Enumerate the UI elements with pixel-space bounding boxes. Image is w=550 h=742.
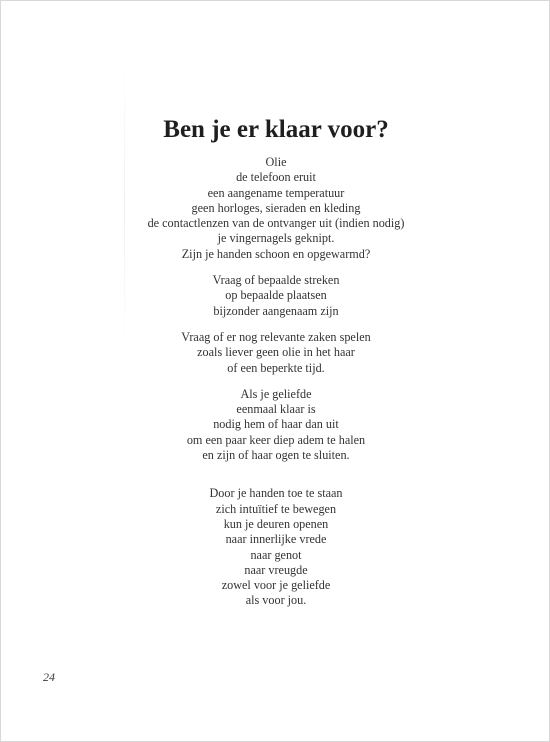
poem-line: Vraag of bepaalde streken: [212, 273, 340, 288]
poem-line: nodig hem of haar dan uit: [213, 417, 339, 432]
stanza-gap: [1, 463, 550, 486]
poem-line: zich intuïtief te bewegen: [215, 501, 337, 516]
poem-line: kun je deuren openen: [223, 516, 329, 531]
poem-line: Vraag of er nog relevante zaken spelen: [181, 329, 371, 344]
poem-line: als voor jou.: [245, 593, 307, 608]
page-title: Ben je er klaar voor?: [163, 116, 389, 143]
poem-line: en zijn of haar ogen te sluiten.: [202, 448, 350, 463]
poem-line: de contactlenzen van de ontvanger uit (indien nodig): [147, 216, 405, 231]
stanza-4: [1, 387, 550, 463]
stanza-3: [1, 330, 550, 376]
stanza-5: [1, 486, 550, 608]
poem-line: de telefoon eruit: [236, 170, 316, 185]
poem-line: Als je geliefde: [240, 386, 312, 401]
stanza-2: [1, 273, 550, 319]
poem-line: naar innerlijke vrede: [225, 532, 327, 547]
poem-line: om een paar keer diep adem te halen: [186, 432, 366, 447]
poem-line: bijzonder aangenaam zijn: [213, 303, 339, 318]
stanza-gap: [1, 319, 550, 330]
poem-line: naar genot: [250, 547, 302, 562]
page-number: 24: [43, 670, 55, 684]
stanza-1: [1, 155, 550, 262]
poem-line: een aangename temperatuur: [207, 185, 345, 200]
poem-line: zowel voor je geliefde: [221, 578, 331, 593]
poem-line: Olie: [265, 155, 287, 169]
poem-line: geen horloges, sieraden en kleding: [191, 200, 361, 215]
poem-line: je vingernagels geknipt.: [217, 231, 335, 246]
poem-line: Zijn je handen schoon en opgewarmd?: [181, 246, 371, 261]
stanza-gap: [1, 262, 550, 273]
poem-line: Door je handen toe te staan: [209, 486, 343, 501]
poem-line: zoals liever geen olie in het haar: [197, 345, 355, 360]
poem: [1, 155, 550, 609]
poem-line: naar vreugde: [244, 562, 308, 577]
poem-line: op bepaalde plaatsen: [225, 288, 327, 303]
poem-line: of een beperkte tijd.: [227, 360, 325, 375]
poem-line: eenmaal klaar is: [236, 402, 316, 417]
stanza-gap: [1, 376, 550, 387]
